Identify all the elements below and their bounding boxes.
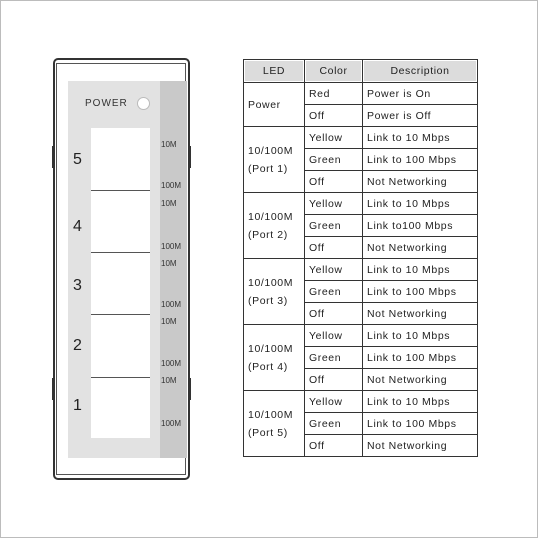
port-divider <box>91 314 150 315</box>
description-cell: Link to 10 Mbps <box>363 259 477 280</box>
right-notch-bottom <box>188 378 191 400</box>
speed-label-100m: 100M <box>161 419 182 428</box>
description-cell: Not Networking <box>363 303 477 324</box>
led-port: (Port 4) <box>248 360 288 373</box>
color-cell: Green <box>305 281 362 302</box>
color-cell: Green <box>305 215 362 236</box>
color-cell: Off <box>305 105 362 126</box>
left-notch-top <box>52 146 55 168</box>
right-notch-top <box>188 146 191 168</box>
led-port: (Port 3) <box>248 294 288 307</box>
led-name: 10/100M <box>248 276 294 289</box>
description-cell: Link to 10 Mbps <box>363 193 477 214</box>
color-cell: Red <box>305 83 362 104</box>
port-number-2: 2 <box>73 337 82 354</box>
power-led-indicator <box>137 97 150 110</box>
color-cell: Yellow <box>305 259 362 280</box>
speed-label-100m: 100M <box>161 181 182 190</box>
description-cell: Link to 100 Mbps <box>363 281 477 302</box>
led-name-cell <box>244 391 304 456</box>
description-cell: Link to 100 Mbps <box>363 413 477 434</box>
speed-label-10m: 10M <box>161 259 177 268</box>
port-divider <box>91 252 150 253</box>
color-cell: Green <box>305 149 362 170</box>
table-row <box>244 259 477 280</box>
led-name-cell <box>244 83 304 126</box>
color-cell: Yellow <box>305 325 362 346</box>
speed-label-10m: 10M <box>161 376 177 385</box>
description-cell: Link to100 Mbps <box>363 215 477 236</box>
speed-label-100m: 100M <box>161 242 182 251</box>
speed-label-100m: 100M <box>161 300 182 309</box>
table-row <box>244 391 477 412</box>
table-row <box>244 193 477 214</box>
table-row <box>244 325 477 346</box>
description-cell: Link to 100 Mbps <box>363 347 477 368</box>
description-cell: Link to 10 Mbps <box>363 391 477 412</box>
port-number-4: 4 <box>73 218 82 235</box>
description-cell: Link to 100 Mbps <box>363 149 477 170</box>
color-cell: Off <box>305 435 362 456</box>
port-number-1: 1 <box>73 397 82 414</box>
speed-label-10m: 10M <box>161 140 177 149</box>
led-name-cell <box>244 259 304 324</box>
speed-label-10m: 10M <box>161 199 177 208</box>
led-name: Power <box>248 98 281 111</box>
led-port: (Port 2) <box>248 228 288 241</box>
port-number-3: 3 <box>73 277 82 294</box>
led-name: 10/100M <box>248 408 294 421</box>
description-cell: Power is Off <box>363 105 477 126</box>
speed-label-strip <box>160 81 187 458</box>
led-name-cell <box>244 325 304 390</box>
led-name-cell <box>244 127 304 192</box>
power-label: POWER <box>85 98 128 109</box>
description-cell: Power is On <box>363 83 477 104</box>
led-name: 10/100M <box>248 144 294 157</box>
table-row <box>244 127 477 148</box>
left-notch-bottom <box>52 378 55 400</box>
color-cell: Off <box>305 303 362 324</box>
color-cell: Green <box>305 347 362 368</box>
port-led-area <box>91 128 150 438</box>
header-description: Description <box>363 60 477 82</box>
speed-label-10m: 10M <box>161 317 177 326</box>
description-cell: Link to 10 Mbps <box>363 127 477 148</box>
led-port: (Port 1) <box>248 162 288 175</box>
port-divider <box>91 190 150 191</box>
led-status-table <box>243 59 478 457</box>
description-cell: Not Networking <box>363 237 477 258</box>
description-cell: Not Networking <box>363 435 477 456</box>
led-name-cell <box>244 193 304 258</box>
description-cell: Not Networking <box>363 171 477 192</box>
led-name: 10/100M <box>248 342 294 355</box>
led-port: (Port 5) <box>248 426 288 439</box>
color-cell: Off <box>305 171 362 192</box>
color-cell: Yellow <box>305 127 362 148</box>
header-color: Color <box>305 60 362 82</box>
description-cell: Link to 10 Mbps <box>363 325 477 346</box>
speed-label-100m: 100M <box>161 359 182 368</box>
port-divider <box>91 377 150 378</box>
color-cell: Green <box>305 413 362 434</box>
color-cell: Yellow <box>305 391 362 412</box>
color-cell: Yellow <box>305 193 362 214</box>
table-row <box>244 83 477 104</box>
color-cell: Off <box>305 237 362 258</box>
table-header-row <box>244 60 477 82</box>
color-cell: Off <box>305 369 362 390</box>
led-name: 10/100M <box>248 210 294 223</box>
header-led: LED <box>244 60 304 82</box>
description-cell: Not Networking <box>363 369 477 390</box>
port-number-5: 5 <box>73 151 82 168</box>
